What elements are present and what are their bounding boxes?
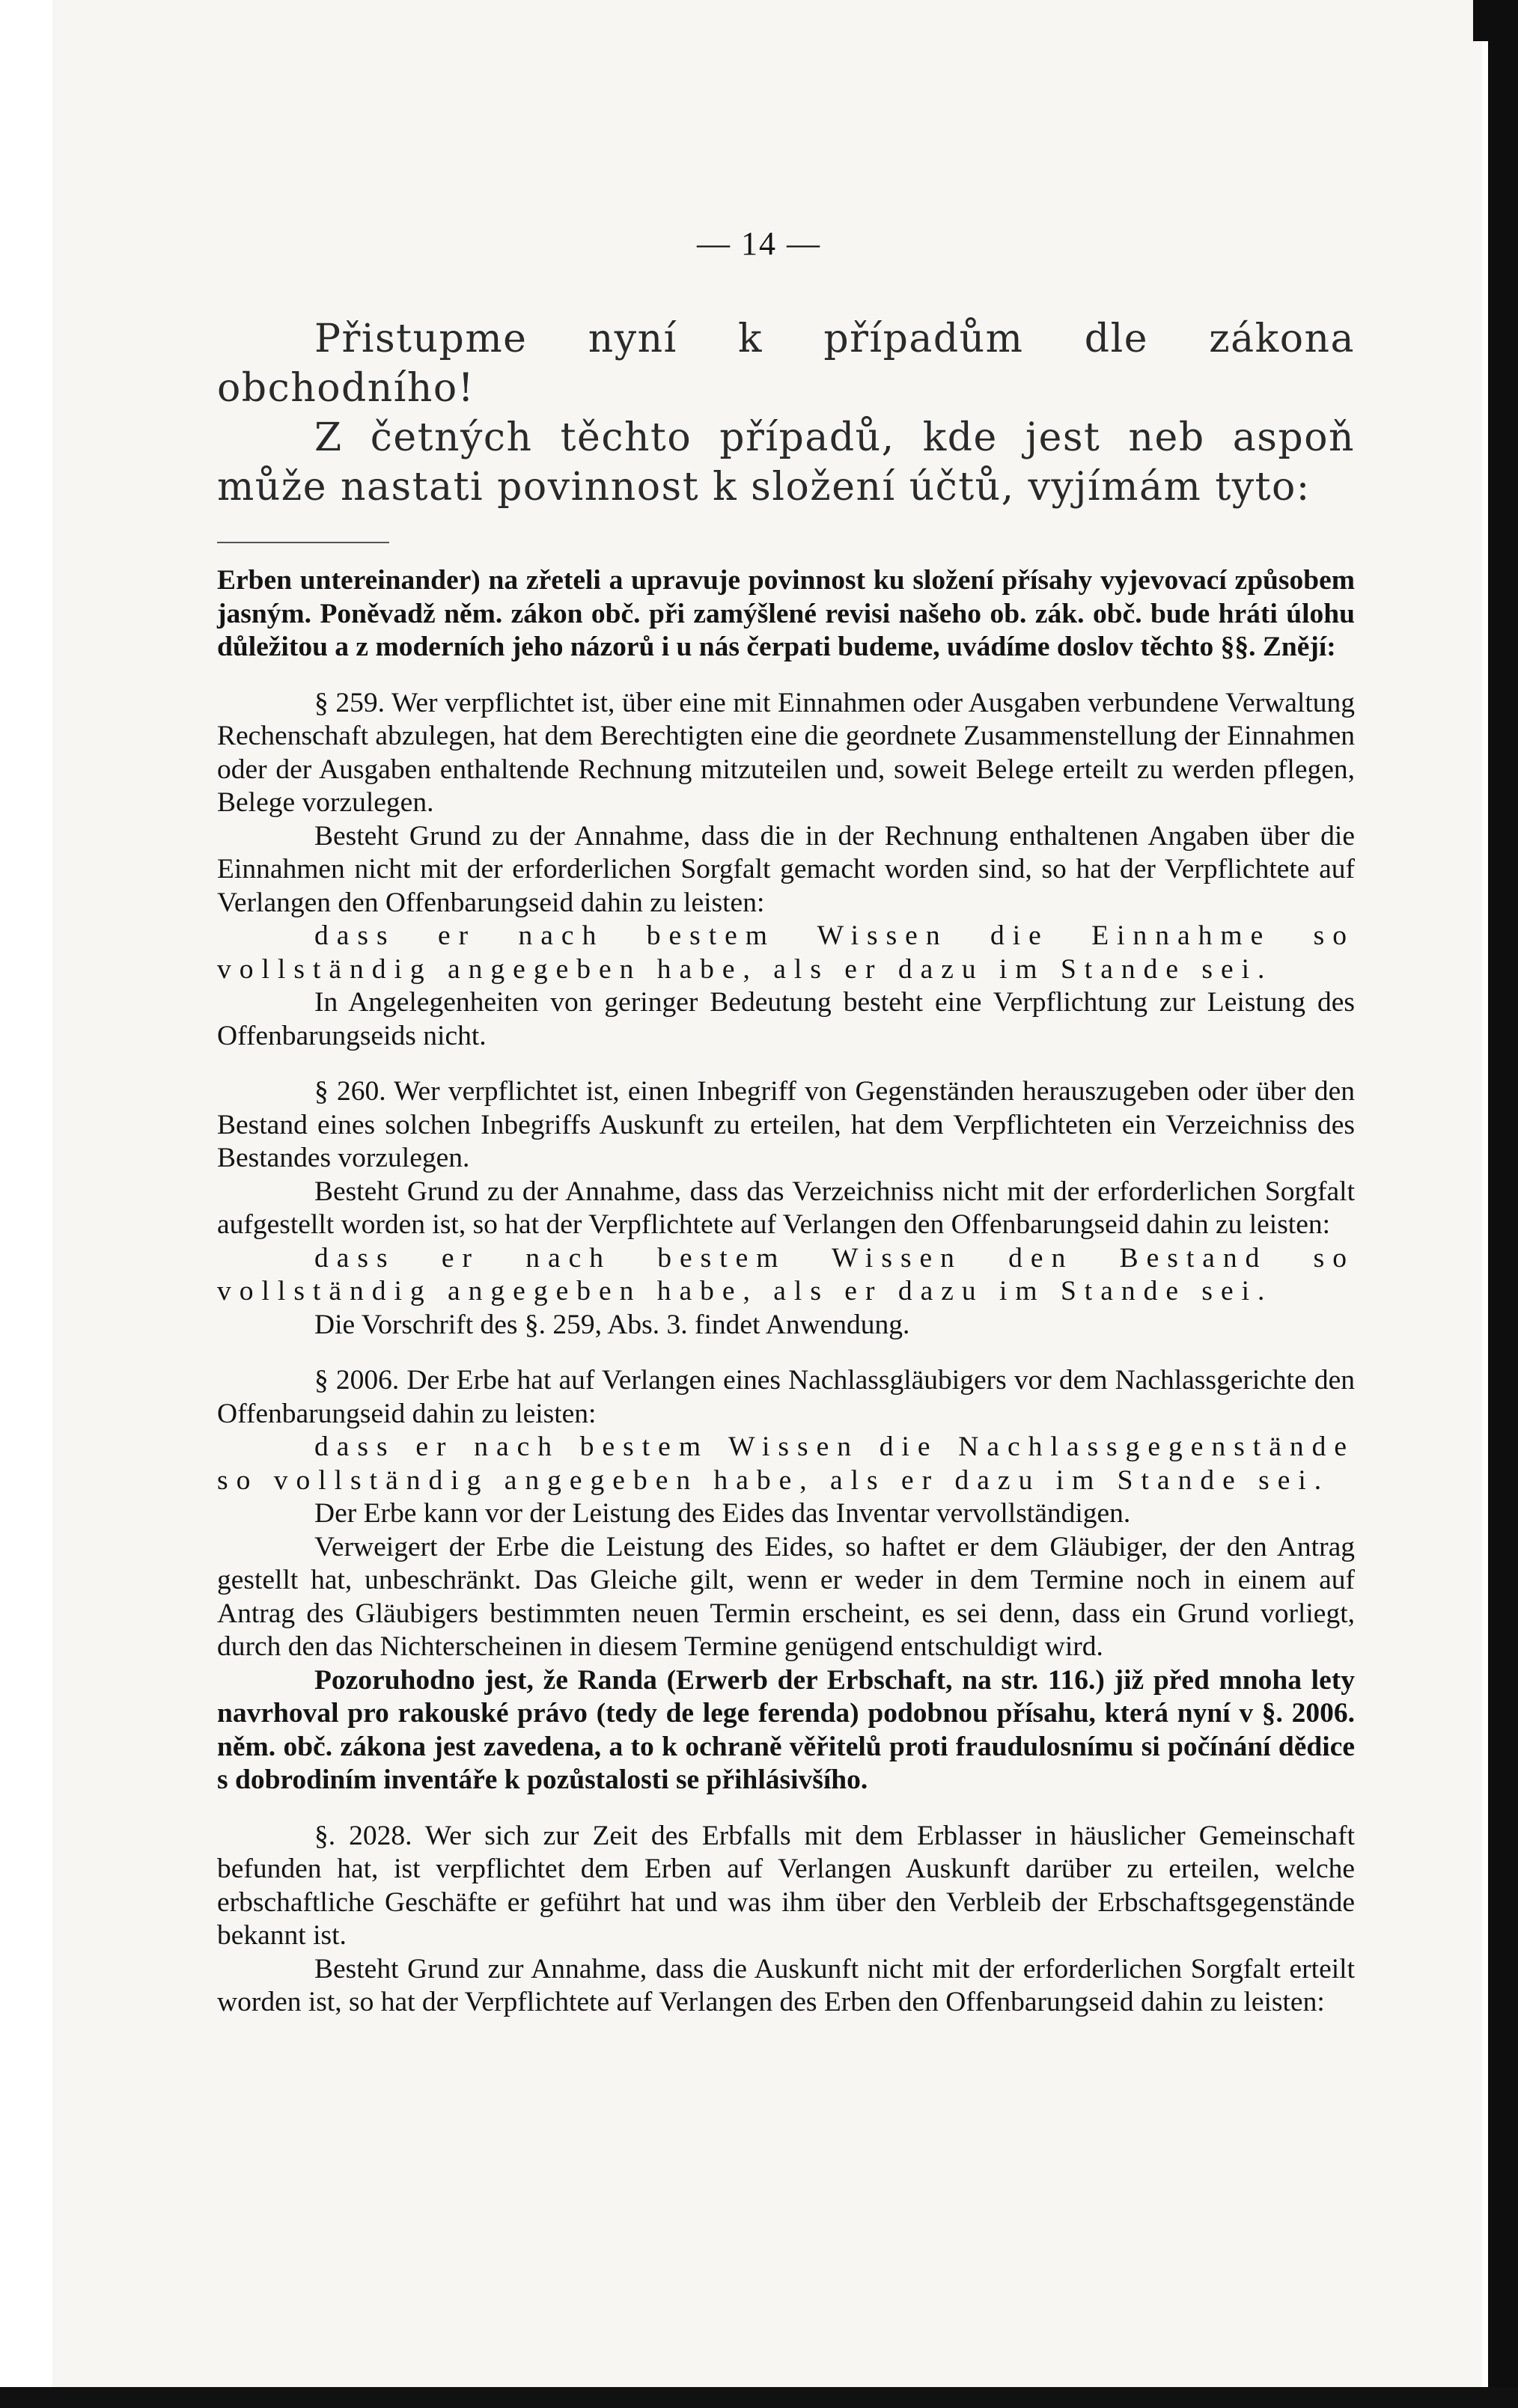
- page-number: — 14 —: [697, 225, 821, 262]
- paragraph: Die Vorschrift des §. 259, Abs. 3. findet Anwendung.: [314, 1309, 910, 1340]
- scan-border-right: [1488, 0, 1518, 2408]
- paragraph: Besteht Grund zur Annahme, dass die Auskunft nicht mit der erforderlichen Sorgfalt erteilt worden ist, so hat der Verpflichtete auf Verlangen des Erben den Offenbarungseid dahin zu leisten:: [217, 1953, 1355, 2017]
- paragraph: Verweigert der Erbe die Leistung des Eides, so haftet er dem Gläubiger, der den Antrag gestellt hat, unbeschränkt. Das Gleiche gilt, wenn er weder in dem Termine noch in einem auf Antrag des Gläubigers bestimmten neuen Termin erscheint, es sei denn, dass ein Grund vorliegt, durch den das Nichterscheinen in diesem Termine genügend entschuldigt wird.: [217, 1531, 1355, 1662]
- oath-text: dass er nach bestem Wissen die Nachlassgegenstände so vollständig angegeben habe, als er dazu im Stande sei.: [217, 1431, 1355, 1496]
- footnote-rule: [217, 542, 389, 543]
- paragraph: In Angelegenheiten von geringer Bedeutung besteht eine Verpflichtung zur Leistung des Offenbarungseids nicht.: [217, 987, 1355, 1051]
- scan-border-bottom: [0, 2387, 1518, 2408]
- paragraph-s259: § 259. Wer verpflichtet ist, über eine mit Einnahmen oder Ausgaben verbundene Verwaltung Rechenschaft abzulegen, hat dem Berechtigten eine die geordnete Zusammenstellung der Einnahmen oder der Ausgaben enthaltende Rechnung mitzuteilen und, soweit Belege erteilt zu werden pflegen, Belege vorzulegen.: [217, 687, 1355, 818]
- scan-border-corner: [1473, 0, 1518, 41]
- intro-line-1: Přistupme nyní k případům dle zákona obchodního!: [217, 317, 1355, 411]
- footnote-body: [217, 564, 1355, 2020]
- paragraph: Erben untereinander) na zřeteli a upravuje povinnost ku složení přísahy vyjevovací způsobem jasným. Poněvadž něm. zákon obč. při zamýšlené revisi našeho ob. zák. obč. bude hráti úlohu důležitou a z moderních jeho názorů i u nás čerpati budeme, uvádíme doslov těchto §§. Znějí:: [217, 565, 1355, 662]
- paragraph: Der Erbe kann vor der Leistung des Eides das Inventar vervollständigen.: [314, 1498, 1131, 1529]
- oath-text: dass er nach bestem Wissen den Bestand so vollständig angegeben habe, als er dazu im Stande sei.: [217, 1242, 1355, 1307]
- paragraph-s2028: §. 2028. Wer sich zur Zeit des Erbfalls mit dem Erblasser in häuslicher Gemeinschaft befunden hat, ist verpflichtet dem Erben auf Verlangen Auskunft darüber zu erteilen, welche erbschaftliche Geschäfte er geführt hat und was ihm über den Verbleib der Erbschaftsgegenstände bekannt ist.: [217, 1820, 1355, 1951]
- intro-paragraph: [217, 413, 1355, 512]
- paragraph-s2006: § 2006. Der Erbe hat auf Verlangen eines Nachlassgläubigers vor dem Nachlassgerichte den Offenbarungseid dahin zu leisten:: [217, 1365, 1355, 1429]
- intro-line-2: Z četných těchto případů, kde jest neb aspoň může nastati povinnost k složení účtů, vyjímám tyto:: [217, 415, 1355, 510]
- paragraph-s260: § 260. Wer verpflichtet ist, einen Inbegriff von Gegenständen herauszugeben oder über den Bestand eines solchen Inbegriffs Auskunft zu erteilen, hat dem Verpflichteten ein Verzeichniss des Bestandes vorzulegen.: [217, 1076, 1355, 1173]
- page-text: [217, 314, 1355, 2020]
- intro-heading: [217, 314, 1355, 413]
- oath-text: dass er nach bestem Wissen die Einnahme so vollständig angegeben habe, als er dazu im Stande sei.: [217, 920, 1355, 985]
- paragraph: Besteht Grund zu der Annahme, dass die in der Rechnung enthaltenen Angaben über die Einnahmen nicht mit der erforderlichen Sorgfalt gemacht worden sind, so hat der Verpflichtete auf Verlangen den Offenbarungseid dahin zu leisten:: [217, 820, 1355, 918]
- paragraph: Besteht Grund zu der Annahme, dass das Verzeichniss nicht mit der erforderlichen Sorgfalt aufgestellt worden ist, so hat der Verpflichtete auf Verlangen den Offenbarungseid dahin zu leisten:: [217, 1176, 1355, 1240]
- paragraph-commentary: Pozoruhodno jest, že Randa (Erwerb der Erbschaft, na str. 116.) již před mnoha lety navrhoval pro rakouské právo (tedy de lege ferenda) podobnou přísahu, která nyní v §. 2006. něm. obč. zákona jest zavedena, a to k ochraně věřitelů proti fraudulosnímu si počínání dědice s dobrodiním inventáře k pozůstalosti se přihlásivšího.: [217, 1664, 1355, 1795]
